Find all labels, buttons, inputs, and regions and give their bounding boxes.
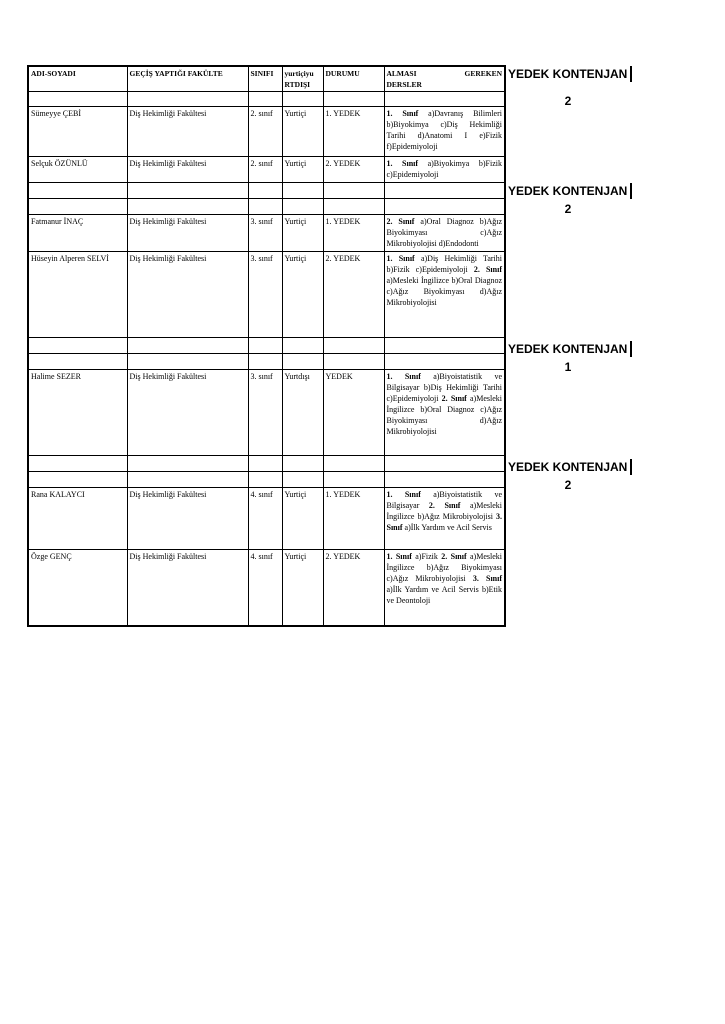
spacer-row (28, 92, 505, 107)
student-name: Hüseyin Alperen SELVİ (28, 252, 127, 338)
quota-block (508, 183, 632, 216)
table-row (28, 107, 505, 157)
quota-block (508, 459, 632, 492)
courses-cell: 1. Sınıf a)Fizik 2. Sınıf a)Mesleki İngilizce b)Ağız Biyokimyası c)Ağız Mikrobiyolojisi 3. Sınıf a)İlk Yardım ve Acil Servis b)Etik ve Deontoloji (384, 550, 505, 626)
quota-block (508, 341, 632, 374)
header-status: DURUMU (323, 66, 384, 92)
status-cell: 2. YEDEK (323, 252, 384, 338)
class-cell: 3. sınıf (248, 252, 282, 338)
courses-cell: 1. Sınıf a)Biyoistatistik ve Bilgisayar 2. Sınıf a)Mesleki İngilizce b)Ağız Mikrobiyolojisi 3. Sınıf a)İlk Yardım ve Acil Servis (384, 488, 505, 550)
status-cell: YEDEK (323, 370, 384, 456)
spacer-row (28, 199, 505, 215)
table-row (28, 157, 505, 183)
student-name: Selçuk ÖZÜNLÜ (28, 157, 127, 183)
student-name: Fatmanur İNAÇ (28, 215, 127, 252)
header-class: SINIFI (248, 66, 282, 92)
table-row (28, 215, 505, 252)
status-cell: 2. YEDEK (323, 550, 384, 626)
faculty-cell: Diş Hekimliği Fakültesi (127, 215, 248, 252)
student-name: Halime SEZER (28, 370, 127, 456)
transfer-table (27, 65, 506, 627)
table-row (28, 370, 505, 456)
faculty-cell: Diş Hekimliği Fakültesi (127, 550, 248, 626)
status-cell: 2. YEDEK (323, 157, 384, 183)
status-cell: 1. YEDEK (323, 107, 384, 157)
student-name: Özge GENÇ (28, 550, 127, 626)
quota-label: YEDEK KONTENJAN (508, 341, 632, 357)
quota-label: YEDEK KONTENJAN (508, 459, 632, 475)
quota-value: 2 (564, 94, 572, 108)
quota-label: YEDEK KONTENJAN (508, 183, 632, 199)
header-faculty: GEÇİŞ YAPTIĞI FAKÜLTE (127, 66, 248, 92)
header-courses-word-3: DERSLER (386, 80, 422, 89)
origin-cell: Yurtiçi (282, 157, 323, 183)
spacer-row (28, 354, 505, 370)
origin-cell: Yurtiçi (282, 107, 323, 157)
spacer-row (28, 338, 505, 354)
origin-cell: Yurtiçi (282, 488, 323, 550)
origin-cell: Yurtiçi (282, 252, 323, 338)
status-cell: 1. YEDEK (323, 215, 384, 252)
header-origin: yurtiçiyu RTDIŞI (282, 66, 323, 92)
quota-label: YEDEK KONTENJAN (508, 66, 632, 82)
courses-cell: 1. Sınıf a)Davranış Bilimleri b)Biyokimya c)Diş Hekimliği Tarihi d)Anatomi I e)Fizik f)Epidemiyoloji (384, 107, 505, 157)
quota-value: 2 (564, 202, 572, 216)
header-courses (384, 66, 505, 92)
courses-cell: 1. Sınıf a)Biyoistatistik ve Bilgisayar b)Diş Hekimliği Tarihi c)Epidemiyoloji 2. Sınıf a)Mesleki İngilizce b)Oral Diagnoz c)Ağız Biyokimyası d)Ağız Mikrobiyolojisi (384, 370, 505, 456)
class-cell: 2. sınıf (248, 157, 282, 183)
class-cell: 2. sınıf (248, 107, 282, 157)
courses-cell: 1. Sınıf a)Diş Hekimliği Tarihi b)Fizik c)Epidemiyoloji 2. Sınıf a)Mesleki İngilizce b)Oral Diagnoz c)Ağız Biyokimyası d)Ağız Mikrobiyolojisi (384, 252, 505, 338)
spacer-row (28, 472, 505, 488)
quota-value: 2 (564, 478, 572, 492)
spacer-row (28, 183, 505, 199)
table-row (28, 252, 505, 338)
class-cell: 4. sınıf (248, 488, 282, 550)
spacer-row (28, 456, 505, 472)
origin-cell: Yurtiçi (282, 550, 323, 626)
class-cell: 4. sınıf (248, 550, 282, 626)
header-courses-word-2: GEREKEN (464, 69, 502, 78)
header-courses-word-1: ALMASI (386, 69, 417, 78)
faculty-cell: Diş Hekimliği Fakültesi (127, 157, 248, 183)
table-row (28, 550, 505, 626)
faculty-cell: Diş Hekimliği Fakültesi (127, 488, 248, 550)
header-row (28, 66, 505, 92)
class-cell: 3. sınıf (248, 215, 282, 252)
table-row (28, 488, 505, 550)
status-cell: 1. YEDEK (323, 488, 384, 550)
faculty-cell: Diş Hekimliği Fakültesi (127, 107, 248, 157)
faculty-cell: Diş Hekimliği Fakültesi (127, 252, 248, 338)
faculty-cell: Diş Hekimliği Fakültesi (127, 370, 248, 456)
student-name: Rana KALAYCI (28, 488, 127, 550)
student-name: Sümeyye ÇEBİ (28, 107, 127, 157)
header-name: ADI-SOYADI (28, 66, 127, 92)
origin-cell: Yurtdışı (282, 370, 323, 456)
courses-cell: 2. Sınıf a)Oral Diagnoz b)Ağız Biyokimyası c)Ağız Mikrobiyolojisi d)Endodonti (384, 215, 505, 252)
class-cell: 3. sınıf (248, 370, 282, 456)
courses-cell: 1. Sınıf a)Biyokimya b)Fizik c)Epidemiyoloji (384, 157, 505, 183)
quota-value: 1 (564, 360, 572, 374)
quota-block (508, 66, 632, 108)
origin-cell: Yurtiçi (282, 215, 323, 252)
